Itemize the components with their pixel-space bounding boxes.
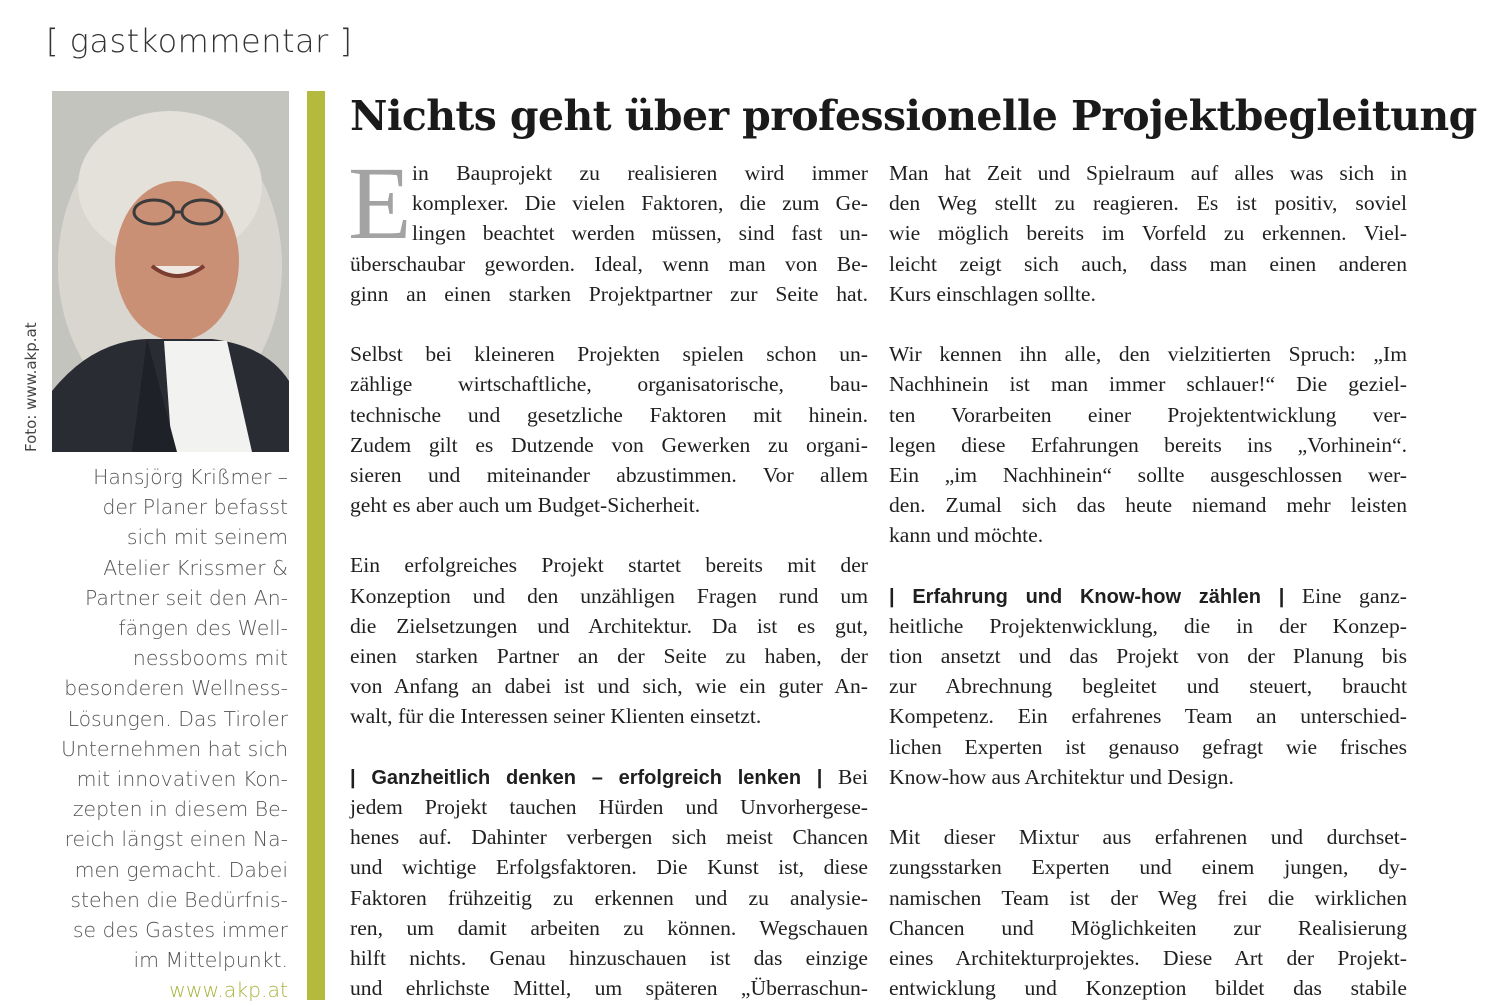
text-line: Chancen und Möglichkeiten zur Realisierung bbox=[889, 915, 1407, 940]
text-line: die Zielsetzungen und Architektur. Da ist es gut, bbox=[350, 613, 868, 638]
text-line: ten Vorarbeiten einer Projektentwicklung ver- bbox=[889, 402, 1407, 427]
caption-line: fängen des Well- bbox=[118, 616, 288, 641]
section-tag: [ gastkommentar ] bbox=[46, 22, 353, 60]
text-line: Know-how aus Architektur und Design. bbox=[889, 764, 1234, 789]
text-line: sieren und miteinander abzustimmen. Vor allem bbox=[350, 462, 868, 487]
text-fragment: Bei bbox=[838, 764, 868, 789]
text-line: Zudem gilt es Dutzende von Gewerken zu organi- bbox=[350, 432, 868, 457]
text-line: und ehrlichste Mittel, um späteren „Überraschun- bbox=[350, 976, 868, 1001]
text-line: Nachhinein ist man immer schlauer!“ Die geziel- bbox=[889, 372, 1407, 397]
caption-line: Atelier Krissmer & bbox=[103, 555, 288, 580]
caption-line: besonderen Wellness- bbox=[64, 676, 288, 701]
caption-line: nessbooms mit bbox=[132, 646, 288, 671]
text-line: ginn an einen starken Projektpartner zur Seite hat. bbox=[350, 281, 868, 306]
text-line: und wichtige Erfolgsfaktoren. Die Kunst ist, diese bbox=[350, 855, 868, 880]
caption-line: Hansjörg Krißmer – bbox=[93, 465, 288, 489]
photo-credit: Foto: www.akp.at bbox=[22, 322, 40, 452]
text-line: wie möglich bereits im Vorfeld zu erkennen. Viel- bbox=[889, 221, 1407, 246]
text-line: Kurs einschlagen sollte. bbox=[889, 281, 1096, 306]
text-line: einen starken Partner an der Seite zu haben, der bbox=[350, 644, 868, 668]
text-line: walt, für die Interessen seiner Klienten einsetzt. bbox=[350, 704, 762, 729]
text-line bbox=[350, 762, 868, 792]
caption-line: sich mit seinem bbox=[126, 525, 288, 550]
caption-line: stehen die Bedürfnis- bbox=[70, 887, 288, 912]
text-line: Kompetenz. Ein erfahrenes Team an unterschied- bbox=[889, 704, 1407, 729]
text-line: Ein erfolgreiches Projekt startet bereits mit der bbox=[350, 553, 868, 578]
text-line: leicht zeigt sich auch, dass man einen anderen bbox=[889, 251, 1407, 276]
caption-line: reich längst einen Na- bbox=[64, 827, 288, 852]
text-line: ren, um damit arbeiten zu können. Wegschauen bbox=[350, 915, 868, 940]
subheading: | Erfahrung und Know-how zählen | bbox=[889, 585, 1285, 608]
text-line: Man hat Zeit und Spielraum auf alles was sich in bbox=[889, 161, 1407, 185]
caption-line: Unternehmen hat sich bbox=[61, 736, 288, 761]
drop-cap: E bbox=[348, 146, 412, 261]
text-line: henes auf. Dahinter verbergen sich meist Chancen bbox=[350, 825, 868, 850]
text-line: entwicklung und Konzeption bildet das stabile bbox=[889, 976, 1407, 1001]
text-line: lichen Experten ist genauso gefragt wie frisches bbox=[889, 734, 1407, 759]
text-line bbox=[889, 581, 1407, 611]
caption-line: zepten in diesem Be- bbox=[72, 797, 288, 822]
text-line: Selbst bei kleineren Projekten spielen schon un- bbox=[350, 342, 868, 367]
text-line: legen diese Erfahrungen bereits ins „Vorhinein“. bbox=[889, 432, 1407, 457]
photo-caption bbox=[40, 462, 288, 1006]
website-link[interactable]: www.akp.at bbox=[169, 978, 288, 1003]
text-line: von Anfang an dabei ist und sich, wie ein guter An- bbox=[350, 674, 868, 699]
text-line: zählige wirtschaftliche, organisatorische, bau- bbox=[350, 372, 868, 397]
text-line: Mit dieser Mixtur aus erfahrenen und durchset- bbox=[889, 825, 1407, 850]
text-line: in Bauprojekt zu realisieren wird immer bbox=[412, 161, 868, 185]
text-line: tion ansetzt und das Projekt von der Planung bis bbox=[889, 644, 1407, 668]
text-line: komplexer. Die vielen Faktoren, die zum Ge- bbox=[412, 191, 868, 216]
text-line: Ein „im Nachhinein“ sollte ausgeschlossen wer- bbox=[889, 462, 1407, 487]
text-line: überschaubar geworden. Ideal, wenn man von Be- bbox=[350, 251, 868, 276]
text-line: heitliche Projektenwicklung, die in der Konzep- bbox=[889, 613, 1407, 638]
text-fragment: Eine ganz- bbox=[1301, 583, 1407, 608]
text-line: namischen Team ist der Weg frei die wirklichen bbox=[889, 885, 1407, 910]
text-line: eines Architekturprojektes. Diese Art der Projekt- bbox=[889, 945, 1407, 970]
text-line: Wir kennen ihn alle, den vielzitierten Spruch: „Im bbox=[889, 342, 1407, 367]
caption-line: se des Gastes immer bbox=[72, 918, 288, 943]
caption-line: Partner seit den An- bbox=[84, 585, 288, 610]
text-line: den Weg stellt zu reagieren. Es ist positiv, soviel bbox=[889, 191, 1407, 216]
accent-bar bbox=[307, 91, 325, 1000]
text-line: den. Zumal sich das heute niemand mehr leisten bbox=[889, 493, 1407, 518]
caption-line: der Planer befasst bbox=[102, 495, 288, 520]
subheading: | Ganzheitlich denken – erfolgreich lenken | bbox=[350, 766, 823, 789]
text-line: Konzeption und den unzähligen Fragen rund um bbox=[350, 583, 868, 608]
caption-line: im Mittelpunkt. bbox=[133, 948, 288, 973]
text-line: jedem Projekt tauchen Hürden und Unvorhergese- bbox=[350, 794, 868, 819]
text-line: hilft nichts. Genau hinzuschauen ist das einzige bbox=[350, 945, 868, 970]
caption-line: Lösungen. Das Tiroler bbox=[67, 706, 288, 731]
article-column-left bbox=[348, 146, 868, 1003]
text-line: zungsstarken Experten und einem jungen, dy- bbox=[889, 855, 1407, 880]
article-column-right bbox=[889, 158, 1407, 1003]
text-line: technische und gesetzliche Faktoren mit hinein. bbox=[350, 402, 868, 427]
text-line: Faktoren frühzeitig zu erkennen und zu analysie- bbox=[350, 885, 868, 910]
author-photo bbox=[52, 91, 289, 452]
caption-line: mit innovativen Kon- bbox=[76, 767, 288, 792]
caption-line: men gemacht. Dabei bbox=[74, 857, 288, 882]
article-headline: Nichts geht über professionelle Projektbegleitung bbox=[350, 92, 1477, 140]
text-line: lingen beachtet werden müssen, sind fast un- bbox=[412, 221, 868, 246]
text-line: zur Abrechnung begleitet und steuert, braucht bbox=[889, 674, 1407, 699]
text-line: geht es aber auch um Budget-Sicherheit. bbox=[350, 493, 701, 518]
text-line: kann und möchte. bbox=[889, 523, 1044, 548]
